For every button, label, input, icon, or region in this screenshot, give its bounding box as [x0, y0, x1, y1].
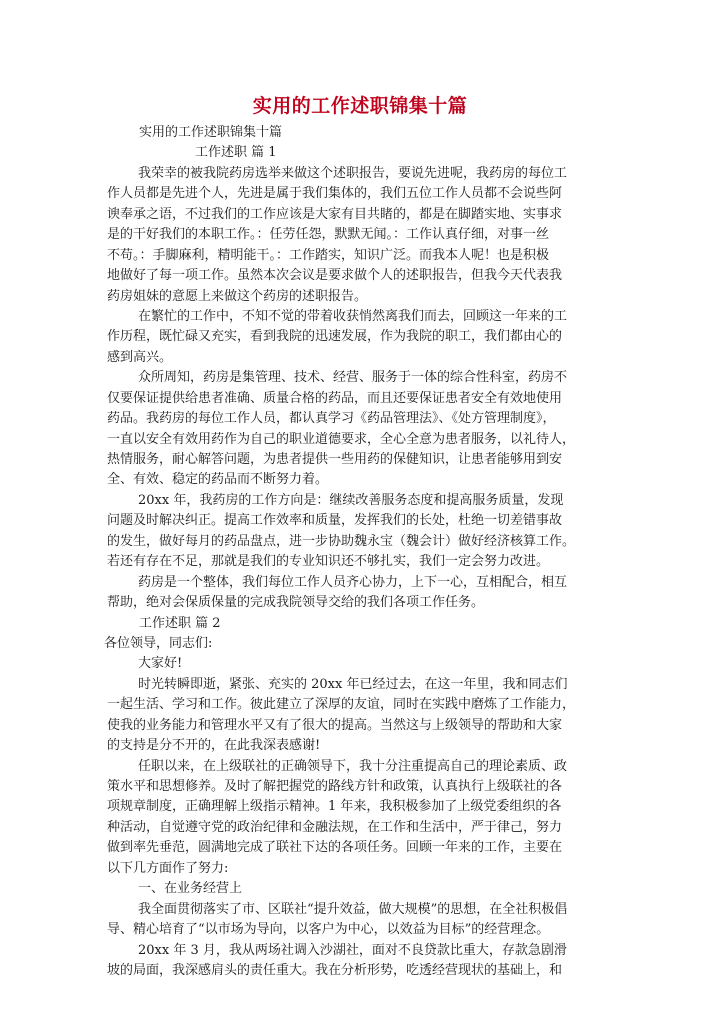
text-line: 坡的局面，我深感肩头的责任重大。我在分析形势，吃透经营现状的基础上，和: [107, 962, 563, 978]
text-line: 在繁忙的工作中，不知不觉的带着收获悄然离我们而去，回顾这一年来的工: [138, 308, 568, 324]
text-line: 的支持是分不开的，在此我深表感谢!: [107, 738, 321, 754]
text-line: 药品。我药房的每位工作人员，都认真学习《药品管理法》、《处方管理制度》，: [107, 411, 556, 427]
text-line: 一、在业务经营上: [138, 881, 243, 897]
text-line: 工作述职 篇 2: [139, 615, 221, 631]
text-line: 作人员都是先进个人，先进是属于我们集体的，我们五位工作人员都不会说些阿: [107, 186, 563, 202]
text-line: 问题及时解决纠正。提高工作效率和质量，发挥我们的长处，杜绝一切差错事故: [107, 513, 563, 529]
text-line: 帮助，绝对会保质保量的完成我院领导交给的我们各项工作任务。: [107, 595, 485, 611]
text-line: 若还有存在不足，那就是我们的专业知识还不够扎实，我们一定会努力改进。: [107, 554, 550, 570]
text-line: 我荣幸的被我院药房选举来做这个述职报告，要说先进呢，我药房的每位工: [138, 165, 568, 181]
text-line: 各位领导，同志们:: [104, 635, 213, 651]
text-line: 仅要保证提供给患者准确、质量合格的药品，而且还要保证患者安全有效地使用: [107, 390, 563, 406]
text-line: 导、精心培育了“以市场为导向，以客户为中心，以效益为目标”的经营理念。: [107, 922, 550, 938]
document-body: [104, 123, 610, 981]
text-line: 种活动，自觉遵守党的政治纪律和金融法规，在工作和生活中，严于律己，努力: [107, 819, 563, 835]
text-line: 策水平和思想修养。及时了解把握党的路线方针和政策，认真执行上级联社的各: [107, 779, 563, 794]
text-line: 做到率先垂范，圆满地完成了联社下达的各项任务。回顾一年来的工作，主要在: [107, 840, 563, 856]
text-line: 20xx 年 3 月，我从两场社调入沙湖社，面对不良贷款比重大，存款急剧滑: [138, 942, 567, 958]
text-line: 全、有效、稳定的药品而不断努力着。: [107, 472, 329, 488]
text-line: 一直以安全有效用药作为自己的职业道德要求，全心全意为患者服务，以礼待人，: [107, 431, 576, 447]
document-title: 实用的工作述职锦集十篇: [252, 95, 468, 117]
text-line: 的发生，做好每月的药品盘点，进一步协助魏永宝（魏会计）做好经济核算工作。: [107, 533, 576, 549]
text-line: 大家好!: [138, 656, 183, 672]
text-line: 工作述职 篇 1: [195, 145, 277, 161]
text-line: 药房是一个整体，我们每位工作人员齐心协力，上下一心，互相配合，相互: [138, 574, 568, 590]
text-line: 地做好了每一项工作。虽然本次会议是要求做个人的述职报告，但我今天代表我: [107, 268, 563, 284]
text-line: 实用的工作述职锦集十篇: [139, 125, 283, 140]
text-line: 使我的业务能力和管理水平又有了很大的提高。当然这与上级领导的帮助和大家: [107, 717, 563, 733]
text-line: 感到高兴。: [107, 349, 173, 365]
text-line: 我全面贯彻落实了市、区联社“提升效益，做大规模”的思想，在全社积极倡: [138, 901, 568, 917]
text-line: 药房姐妹的意愿上来做这个药房的述职报告。: [107, 288, 368, 304]
text-line: 众所周知，药房是集管理、技术、经营、服务于一体的综合性科室，药房不: [138, 370, 568, 386]
text-line: 项规章制度，正确理解上级指示精神。1 年来，我积极参加了上级党委组织的各: [107, 799, 562, 815]
text-line: 作历程，既忙碌又充实，看到我院的迅速发展，作为我院的职工，我们都由心的: [107, 329, 563, 345]
text-line: 20xx 年，我药房的工作方向是：继续改善服务态度和提高服务质量，发现: [138, 492, 564, 508]
text-line: 谀奉承之语，不过我们的工作应该是大家有目共睹的，都是在脚踏实地、实事求: [107, 206, 563, 222]
text-line: 以下几方面作了努力:: [107, 860, 229, 876]
text-line: 热情服务，耐心解答问题，为患者提供一些用药的保健知识，让患者能够用到安: [107, 452, 563, 467]
text-line: 时光转瞬即逝，紧张、充实的 20xx 年已经过去，在这一年里，我和同志们: [138, 676, 568, 692]
text-line: 一起生活、学习和工作。彼此建立了深厚的友谊，同时在实践中磨炼了工作能力，: [107, 697, 576, 713]
text-line: 是的干好我们的本职工作。：任劳任怨，默默无闻。：工作认真仔细，对事一丝: [107, 227, 550, 243]
text-line: 不苟。：手脚麻利，精明能干。：工作踏实，知识广泛。而我本人呢！也是积极: [107, 247, 550, 263]
text-line: 任职以来，在上级联社的正确领导下，我十分注重提高自己的理论素质、政: [138, 758, 568, 774]
